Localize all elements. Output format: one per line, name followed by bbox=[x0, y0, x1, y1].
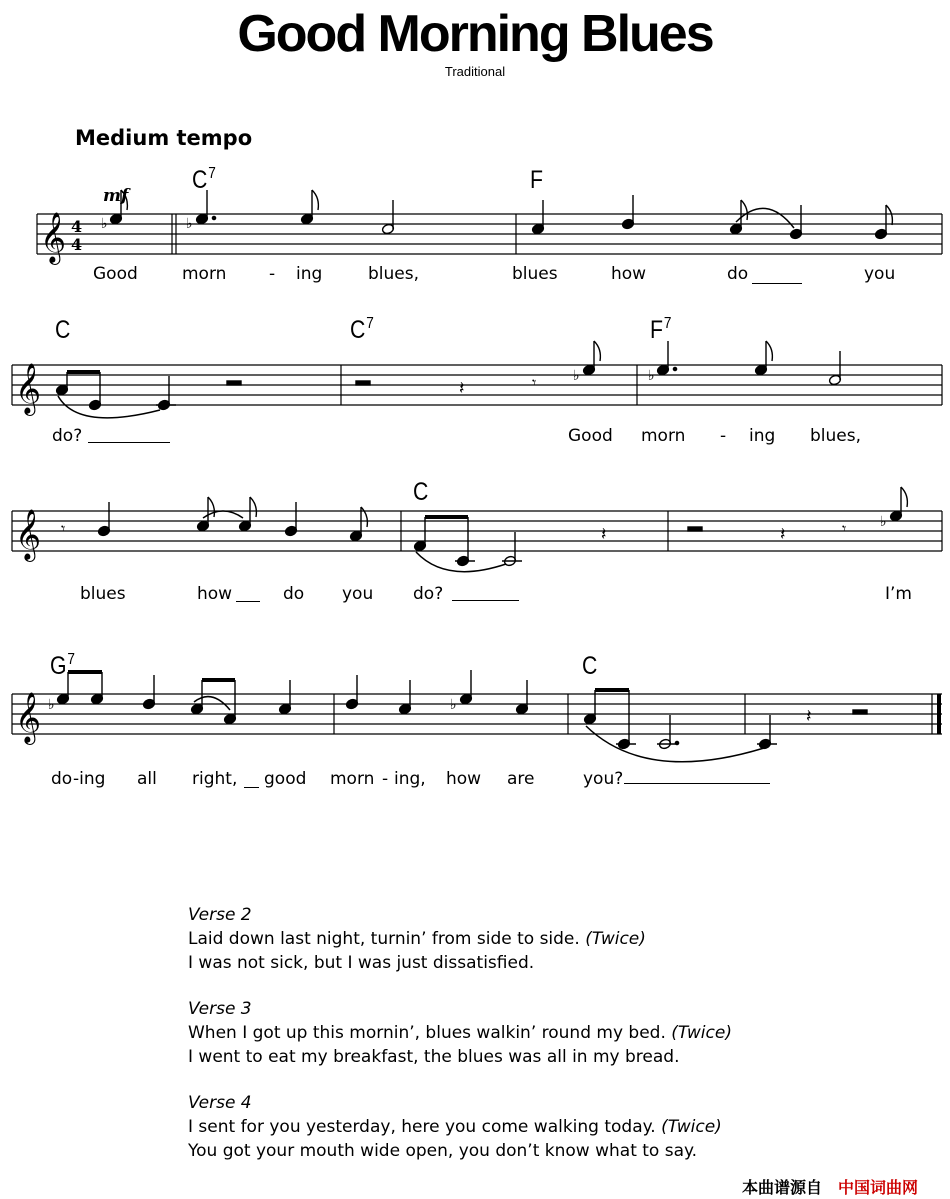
svg-text:♭: ♭ bbox=[101, 216, 108, 232]
verses-block bbox=[188, 903, 732, 1185]
chord-symbol: C bbox=[413, 478, 429, 506]
svg-text:𝄽: 𝄽 bbox=[459, 378, 465, 399]
verse-label: Verse 4 bbox=[188, 1093, 252, 1113]
chord-symbol: $C^7$ bbox=[192, 165, 216, 194]
svg-text:𝄾: 𝄾 bbox=[842, 519, 847, 538]
lyric-syllable: blues bbox=[512, 264, 558, 284]
melisma-line bbox=[88, 442, 170, 443]
lyric-syllable: you? bbox=[583, 769, 624, 789]
source-watermark: 本曲谱源自 中国词曲网 bbox=[742, 1178, 919, 1197]
lyric-syllable: - bbox=[382, 769, 389, 789]
svg-text:4: 4 bbox=[71, 235, 83, 254]
composer-credit: Traditional bbox=[444, 64, 506, 79]
lyric-syllable: morn bbox=[641, 426, 686, 446]
lyric-syllable: Good bbox=[568, 426, 613, 446]
verse-label: Verse 3 bbox=[188, 999, 252, 1019]
svg-text:♭: ♭ bbox=[186, 216, 193, 232]
lyric-syllable: blues, bbox=[810, 426, 862, 446]
lyric-syllable: blues, bbox=[368, 264, 420, 284]
svg-text:♭: ♭ bbox=[573, 368, 580, 384]
lyric-syllable: good bbox=[264, 769, 307, 789]
svg-text:♭: ♭ bbox=[880, 514, 887, 530]
lyric-syllable: - bbox=[269, 264, 276, 284]
verse bbox=[188, 903, 732, 975]
song-title: Good Morning Blues bbox=[237, 5, 713, 63]
lyric-syllable: ing bbox=[296, 264, 323, 284]
verse-line: When I got up this mornin’, blues walkin’ round my bed. (Twice) bbox=[188, 1023, 732, 1043]
verse-line: You got your mouth wide open, you don’t know what to say. bbox=[188, 1141, 698, 1161]
lyric-syllable: do bbox=[283, 584, 305, 604]
lyric-syllable: ing bbox=[749, 426, 776, 446]
lyric-syllable: -ing bbox=[73, 769, 106, 789]
lyric-syllable: right, bbox=[192, 769, 238, 789]
lyric-syllable: ing, bbox=[394, 769, 426, 789]
svg-text:♭: ♭ bbox=[450, 697, 457, 713]
lyric-syllable: how bbox=[611, 264, 647, 284]
melisma-line bbox=[244, 787, 259, 788]
lyric-syllable: I’m bbox=[885, 584, 912, 604]
chord-symbol: C bbox=[55, 316, 71, 344]
melisma-line bbox=[624, 783, 770, 784]
verse bbox=[188, 997, 732, 1069]
lyric-syllable: morn bbox=[330, 769, 375, 789]
svg-text:𝄞: 𝄞 bbox=[40, 212, 67, 263]
verse-line: I sent for you yesterday, here you come walking today. (Twice) bbox=[188, 1117, 722, 1137]
chord-symbol: $F^7$ bbox=[650, 315, 672, 344]
svg-text:𝄽: 𝄽 bbox=[806, 706, 812, 727]
lyric-syllable: all bbox=[137, 769, 157, 789]
lyric-syllable: do? bbox=[413, 584, 444, 604]
chord-symbol: C bbox=[582, 652, 598, 680]
lyric-syllable: do bbox=[51, 769, 73, 789]
melisma-line bbox=[752, 283, 802, 284]
svg-text:𝄽: 𝄽 bbox=[780, 524, 786, 545]
lyric-syllable: do? bbox=[52, 426, 83, 446]
lyric-syllable: how bbox=[197, 584, 233, 604]
lyric-syllable: blues bbox=[80, 584, 126, 604]
tempo-marking: Medium tempo bbox=[75, 126, 253, 150]
music-staff bbox=[0, 350, 950, 430]
svg-text:♭: ♭ bbox=[648, 368, 655, 384]
svg-text:𝄞: 𝄞 bbox=[15, 509, 42, 560]
lyric-syllable: morn bbox=[182, 264, 227, 284]
melisma-line bbox=[452, 600, 519, 601]
music-staff bbox=[0, 495, 950, 585]
verse-line: I was not sick, but I was just dissatisfied. bbox=[188, 953, 535, 973]
lyric-syllable: you bbox=[342, 584, 374, 604]
dynamic-marking: mf bbox=[103, 186, 129, 206]
lyric-syllable: how bbox=[446, 769, 482, 789]
svg-text:𝄞: 𝄞 bbox=[15, 363, 42, 414]
svg-text:4: 4 bbox=[71, 217, 83, 236]
verse-label: Verse 2 bbox=[188, 905, 252, 925]
svg-text:𝄾: 𝄾 bbox=[532, 373, 537, 392]
lyric-syllable: you bbox=[864, 264, 896, 284]
chord-symbol: F bbox=[530, 166, 543, 194]
verse-line: Laid down last night, turnin’ from side to side. (Twice) bbox=[188, 929, 646, 949]
svg-text:𝄾: 𝄾 bbox=[61, 519, 66, 538]
chord-symbol: $G^7$ bbox=[50, 651, 75, 680]
svg-text:♭: ♭ bbox=[48, 697, 55, 713]
lyric-syllable: are bbox=[507, 769, 535, 789]
lyric-syllable: do bbox=[727, 264, 749, 284]
music-staff bbox=[0, 200, 950, 280]
melisma-line bbox=[236, 601, 260, 602]
svg-text:𝄞: 𝄞 bbox=[15, 692, 42, 743]
music-staff bbox=[0, 680, 950, 770]
verse-line: I went to eat my breakfast, the blues was all in my bread. bbox=[188, 1047, 680, 1067]
verse bbox=[188, 1091, 732, 1163]
chord-symbol: $C^7$ bbox=[350, 315, 374, 344]
svg-text:𝄽: 𝄽 bbox=[601, 524, 607, 545]
lyric-syllable: - bbox=[720, 426, 727, 446]
lyric-syllable: Good bbox=[93, 264, 138, 284]
